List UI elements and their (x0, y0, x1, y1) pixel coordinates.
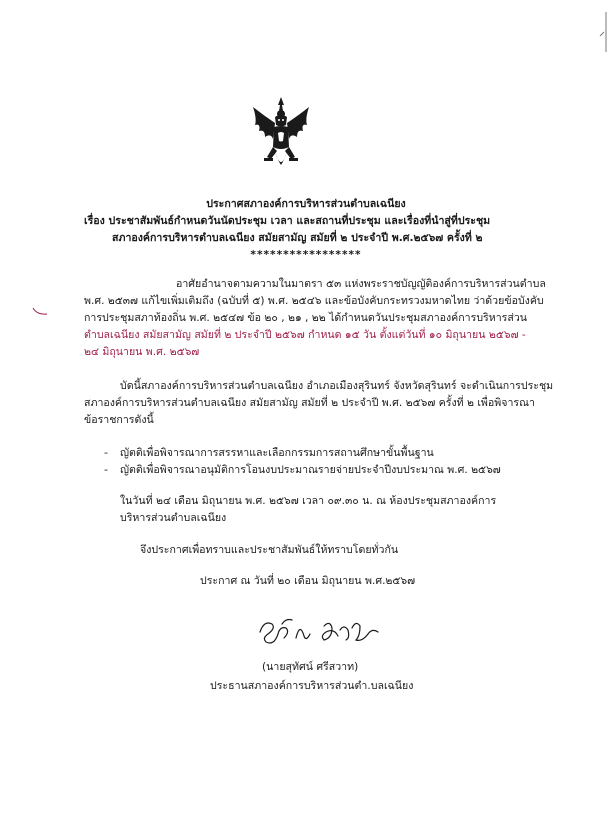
paragraph-1-line-4: ตำบลเฉนียง สมัยสามัญ สมัยที่ ๒ ประจำปี ๒๕๖๗ กำหนด ๑๕ วัน ตั้งแต่วันที่ ๑๐ มิถุนายน ๒๕๖๗ - (84, 329, 526, 341)
garuda-emblem-icon (251, 95, 311, 175)
agenda-item-1: ญัตติเพื่อพิจารณาการสรรหาและเลือกกรรมการสถานศึกษาขั้นพื้นฐาน (120, 447, 434, 459)
subject-line-1: เรื่อง ประชาสัมพันธ์กำหนดวันนัดประชุม เวลา และสถานที่ประชุม และเรื่องที่นำสู่ที่ประชุม (84, 215, 491, 227)
handwritten-signature (252, 612, 388, 652)
scan-edge-artifact (596, 12, 608, 52)
agenda-bullet: - (104, 463, 108, 476)
meeting-schedule-line-1: ในวันที่ ๒๔ เดือน มิถุนายน พ.ศ. ๒๕๖๗ เวลา ๐๙.๓๐ น. ณ ห้องประชุมสภาองค์การ (120, 495, 497, 507)
closing-statement: จึงประกาศเพื่อทราบและประชาสัมพันธ์ให้ทราบโดยทั่วกัน (140, 544, 399, 556)
paragraph-2-line-2: สภาองค์การบริหารส่วนตำบลเฉนียง สมัยสามัญ สมัยที่ ๒ ประจำปี พ.ศ. ๒๕๖๗ ครั้งที่ ๒ เพื่อพิจารณา (84, 397, 535, 409)
margin-mark (32, 306, 48, 316)
announcement-title: ประกาศสภาองค์การบริหารส่วนตำบลเฉนียง (206, 198, 406, 210)
agenda-item-2: ญัตติเพื่อพิจารณาอนุมัติการโอนงบประมาณรายจ่ายประจำปีงบประมาณ พ.ศ. ๒๕๖๗ (120, 464, 501, 476)
paragraph-1-line-5: ๒๔ มิถุนายน พ.ศ. ๒๕๖๗ (84, 346, 200, 358)
announcement-date: ประกาศ ณ วันที่ ๒๐ เดือน มิถุนายน พ.ศ.๒๕๖๗ (200, 575, 416, 587)
paragraph-2-line-3: ข้อราชการดังนี้ (84, 414, 154, 426)
paragraph-2-line-1: บัดนี้สภาองค์การบริหารส่วนตำบลเฉนียง อำเภอเมืองสุรินทร์ จังหวัดสุรินทร์ จะดำเนินการประชุม (120, 380, 554, 392)
meeting-schedule-line-2: บริหารส่วนตำบลเฉนียง (120, 512, 227, 524)
signatory-name: (นายสุทัศน์ ศรีสวาท) (262, 661, 359, 673)
paragraph-1-line-3: การประชุมสภาท้องถิ่น พ.ศ. ๒๕๔๗ ข้อ ๒๐ , ๒๑ , ๒๒ ได้กำหนดวันประชุมสภาองค์การบริหารส่วน (84, 312, 528, 324)
paragraph-1-line-2: พ.ศ. ๒๕๓๗ แก้ไขเพิ่มเติมถึง (ฉบับที่ ๕) พ.ศ. ๒๕๔๖ และข้อบังคับกระทรวงมหาดไทย ว่าด้วยข้อบังคับ (84, 295, 544, 307)
subject-line-2: สภาองค์การบริหารตำบลเฉนียง สมัยสามัญ สมัยที่ ๒ ประจำปี พ.ศ.๒๕๖๗ ครั้งที่ ๒ (112, 232, 483, 244)
agenda-bullet: - (104, 446, 108, 459)
paragraph-1-line-1: อาศัยอำนาจตามความในมาตรา ๕๓ แห่งพระราชบัญญัติองค์การบริหารส่วนตำบล (176, 278, 546, 290)
signatory-position: ประธานสภาองค์การบริหารส่วนตำ.บลเฉนียง (210, 680, 414, 692)
separator-stars: ***************** (250, 249, 362, 261)
